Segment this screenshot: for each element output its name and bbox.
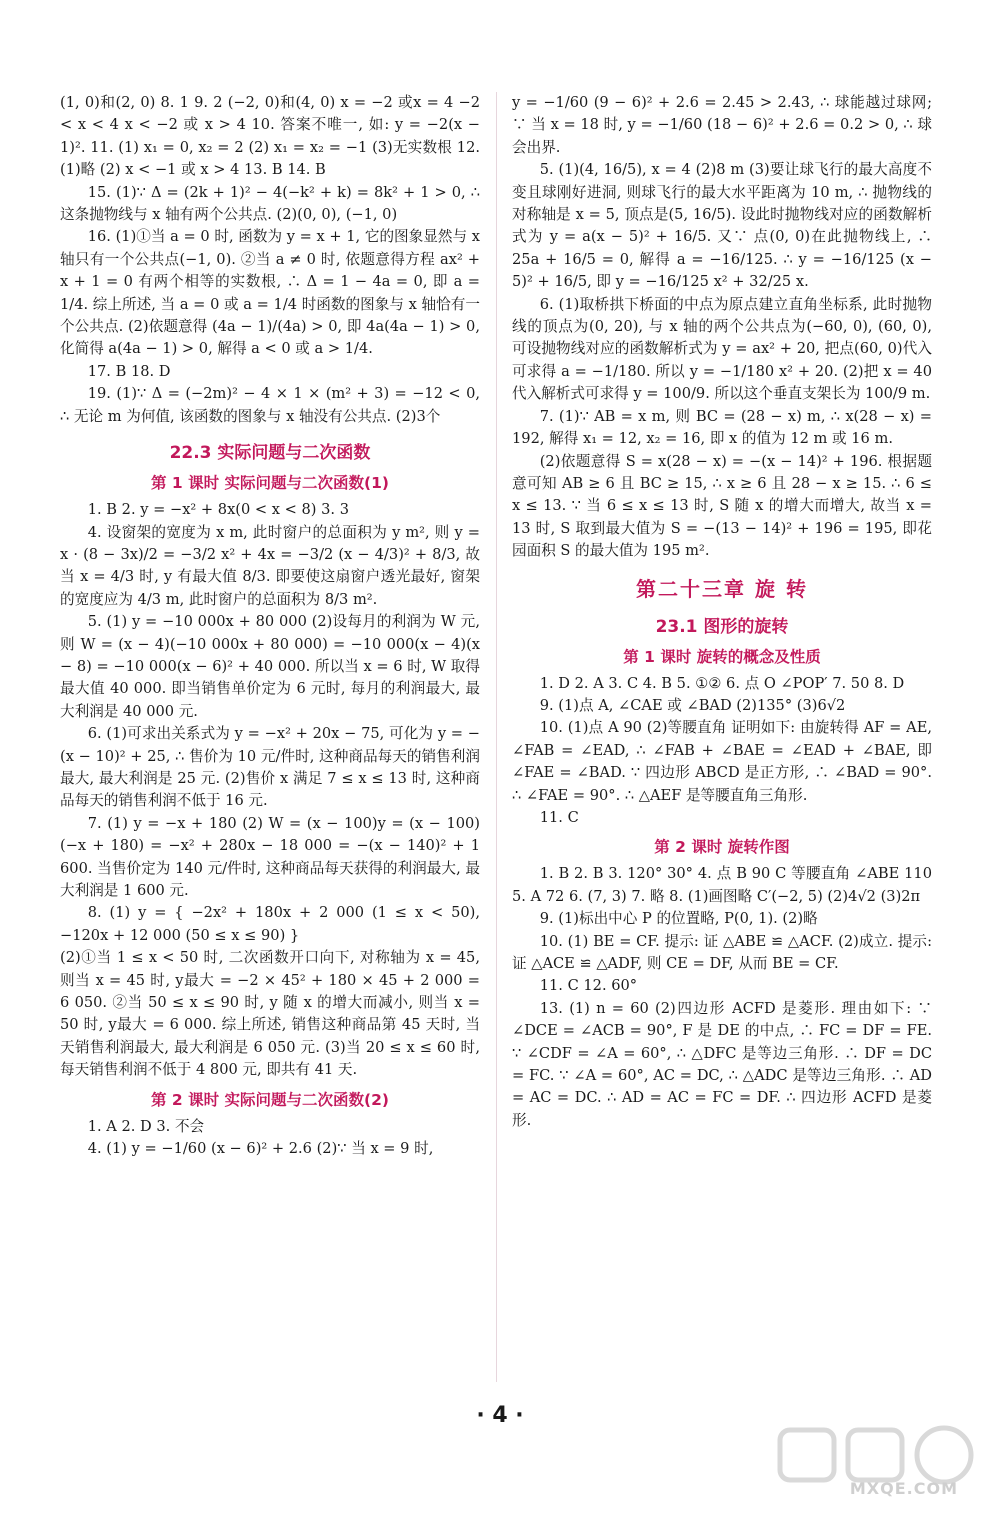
answer-paragraph: 1. D 2. A 3. C 4. B 5. ①② 6. 点 O ∠POP′ 7. 50 8. D xyxy=(539,674,905,692)
answer-paragraph: 15. (1)∵ Δ = (2k + 1)² − 4(−k² + k) = 8k² + 1 > 0, ∴ 这条抛物线与 x 轴有两个公共点. (2)(0, 0), (−1, 0) xyxy=(60,183,480,224)
lesson-heading: 第 1 课时 实际问题与二次函数(1) xyxy=(151,474,389,493)
answer-paragraph: (2)依题意得 S = x(28 − x) = −(x − 14)² + 196. 根据题意可知 AB ≥ 6 且 BC ≥ 15, ∴ x ≥ 6 且 28 − x ≥ 15. ∴ 6 ≤ x ≤ 13. ∵ 当 6 ≤ x ≤ 13 时, S 随 x 的增大而增大, 故当 x = 13 时, S 取到最大值为 S = −(13 − 14)² + 196 = 195, 即花园面积 S 的最大值为 195 m². xyxy=(512,452,932,560)
answer-paragraph: 11. C 12. 60° xyxy=(539,977,638,995)
page-number: · 4 · xyxy=(476,1403,524,1428)
answer-paragraph: 9. (1)点 A, ∠CAE 或 ∠BAD (2)135° (3)6√2 xyxy=(539,696,846,714)
left-column xyxy=(60,92,480,1160)
answer-paragraph: 19. (1)∵ Δ = (−2m)² − 4 × 1 × (m² + 3) = −12 < 0, ∴ 无论 m 为何值, 该函数的图象与 x 轴没有公共点. (2)3个 xyxy=(60,385,480,425)
answer-paragraph: y = −1/60 (9 − 6)² + 2.6 = 2.45 > 2.43, ∴ 球能越过球网; ∵ 当 x = 18 时, y = −1/60 (18 − 6)² + 2.6 = 0.2 > 0, ∴ 球会出界. xyxy=(512,94,932,156)
answer-paragraph: 17. B 18. D xyxy=(87,362,171,380)
answer-paragraph: 9. (1)标出中心 P 的位置略, P(0, 1). (2)略 xyxy=(539,910,818,928)
answer-paragraph: 1. A 2. D 3. 不会 xyxy=(87,1117,205,1135)
section-heading: 23.1 图形的旋转 xyxy=(655,616,789,637)
answer-paragraph: 7. (1)∵ AB = x m, 则 BC = (28 − x) m, ∴ x(28 − x) = 192, 解得 x₁ = 12, x₂ = 16, 即 x 的值为 12 m 或 16 m. xyxy=(512,407,932,448)
answer-paragraph: 11. C xyxy=(539,808,579,826)
answer-paragraph: 5. (1)(4, 16/5), x = 4 (2)8 m (3)要让球飞行的最大高度不变且球刚好进洞, 则球飞行的最大水平距离为 10 m, ∴ 抛物线的对称轴是 x = 5, 顶点是(5, 16/5). 设此时抛物线对应的函数解析式为 y = a(x − 5)² + 16/5. 又∵ 点(0, 0)在此抛物线上, ∴ 25a + 16/5 = 0, 解得 a = −16/125. ∴ y = −16/125 (x − 5)² + 16/5, 即 y = −16/125 x² + 32/25 x. xyxy=(512,161,932,291)
answer-paragraph: 1. B 2. B 3. 120° 30° 4. 点 B 90 C 等腰直角 ∠ABE 110 5. A 72 6. (7, 3) 7. 略 8. (1)画图略 C′(−2, 5) (2)4√2 (3)2π xyxy=(512,865,932,905)
answer-paragraph: 10. (1)点 A 90 (2)等腰直角 证明如下: 由旋转得 AF = AE, ∠FAB = ∠EAD, ∴ ∠FAB + ∠BAE = ∠EAD + ∠BAE, 即 ∠FAE = ∠BAD. ∵ 四边形 ABCD 是正方形, ∴ ∠BAD = 90°. ∴ ∠FAE = 90°. ∴ △AEF 是等腰直角三角形. xyxy=(512,719,932,804)
section-heading: 22.3 实际问题与二次函数 xyxy=(169,443,371,464)
answer-paragraph: 7. (1) y = −x + 180 (2) W = (x − 100)y = (x − 100)(−x + 180) = −x² + 280x − 18 000 = −(x − 140)² + 1 600. 当售价定为 140 元/件时, 这种商品每天获得的利润最大, 最大利润是 1 600 元. xyxy=(60,814,480,899)
column-divider xyxy=(496,92,497,1382)
watermark-url: MXQE.COM xyxy=(849,1479,958,1498)
answer-paragraph: (2)①当 1 ≤ x < 50 时, 二次函数开口向下, 对称轴为 x = 45, 则当 x = 45 时, y最大 = −2 × 45² + 180 × 45 + 2 000 = 6 050. ②当 50 ≤ x ≤ 90 时, y 随 x 的增大而减小, 则当 x = 50 时, y最大 = 6 000. 综上所述, 销售这种商品第 45 天时, 当天销售利润最大, 最大利润是 6 050 元. (3)当 20 ≤ x ≤ 60 时, 每天销售利润不低于 4 800 元, 即共有 41 天. xyxy=(60,949,480,1079)
answer-paragraph: 5. (1) y = −10 000x + 80 000 (2)设每月的利润为 W 元, 则 W = (x − 4)(−10 000x + 80 000) = −10 000(x − 4)(x − 8) = −10 000(x − 6)² + 40 000. 所以当 x = 6 时, W 取得最大值 40 000. 即当销售单价定为 6 元时, 每月的利润最大, 最大利润是 40 000 元. xyxy=(60,613,480,720)
watermark-logo xyxy=(772,1422,982,1508)
right-column xyxy=(512,92,932,1132)
lesson-heading: 第 1 课时 旋转的概念及性质 xyxy=(623,647,821,666)
answer-paragraph: 16. (1)①当 a = 0 时, 函数为 y = x + 1, 它的图象显然与 x 轴只有一个公共点(−1, 0). ②当 a ≠ 0 时, 依题意得方程 ax² + x + 1 = 0 有两个相等的实数根, ∴ Δ = 1 − 4a = 0, 即 a = 1/4. 综上所述, 当 a = 0 或 a = 1/4 时函数的图象与 x 轴恰有一个公共点. (2)依题意得 (4a − 1)/(4a) > 0, 即 4a(4a − 1) > 0, 化简得 a(4a − 1) > 0, 解得 a < 0 或 a > 1/4. xyxy=(60,228,480,358)
lesson-heading: 第 2 课时 实际问题与二次函数(2) xyxy=(151,1090,389,1109)
answer-paragraph: 6. (1)可求出关系式为 y = −x² + 20x − 75, 可化为 y = −(x − 10)² + 25, ∴ 售价为 10 元/件时, 这种商品每天的销售利润最大, 最大利润是 25 元. (2)售价 x 满足 7 ≤ x ≤ 13 时, 这种商品每天的销售利润不低于 16 元. xyxy=(60,725,480,810)
answer-paragraph: 13. (1) n = 60 (2)四边形 ACFD 是菱形. 理由如下: ∵ ∠DCE = ∠ACB = 90°, F 是 DE 的中点, ∴ FC = DF = FE. ∵ ∠CDF = ∠A = 60°, ∴ △DFC 是等边三角形. ∴ DF = DC = FC. ∵ ∠A = 60°, AC = DC, ∴ △ADC 是等边三角形. ∴ AD = AC = DC. ∴ AD = AC = FC = DF. ∴ 四边形 ACFD 是菱形. xyxy=(512,999,932,1129)
lesson-heading: 第 2 课时 旋转作图 xyxy=(654,838,790,857)
answer-paragraph: 6. (1)取桥拱下桥面的中点为原点建立直角坐标系, 此时抛物线的顶点为(0, 20), 与 x 轴的两个公共点为(−60, 0), (60, 0), 可设抛物线对应的函数解析式为 y = ax² + 20, 把点(60, 0)代入可求得 a = −1/180. 所以 y = −1/180 x² + 20. (2)把 x = 40 代入解析式可求得 y = 100/9. 所以这个垂直支架长为 100/9 m. xyxy=(512,295,932,403)
answer-paragraph: (1, 0)和(2, 0) 8. 1 9. 2 (−2, 0)和(4, 0) x = −2 或x = 4 −2 < x < 4 x < −2 或 x > 4 10. 答案不唯一, 如: y = −2(x − 1)². 11. (1) x₁ = 0, x₂ = 2 (2) x₁ = x₂ = −1 (3)无实数根 12. (1)略 (2) x < −1 或 x > 4 13. B 14. B xyxy=(60,94,480,179)
answer-paragraph: 1. B 2. y = −x² + 8x(0 < x < 8) 3. 3 xyxy=(87,501,349,519)
chapter-heading: 第二十三章 旋 转 xyxy=(636,576,808,601)
answer-paragraph: 10. (1) BE = CF. 提示: 证 △ABE ≌ △ACF. (2)成立. 提示: 证 △ACE ≌ △ADF, 则 CE = DF, 从而 BE = CF. xyxy=(512,932,932,972)
answer-paragraph: 8. (1) y = { −2x² + 180x + 2 000 (1 ≤ x < 50), −120x + 12 000 (50 ≤ x ≤ 90) } xyxy=(60,904,480,944)
answer-paragraph: 4. (1) y = −1/60 (x − 6)² + 2.6 (2)∵ 当 x = 9 时, xyxy=(87,1140,434,1158)
answer-paragraph: 4. 设窗架的宽度为 x m, 此时窗户的总面积为 y m², 则 y = x · (8 − 3x)/2 = −3/2 x² + 4x = −3/2 (x − 4/3)² + 8/3, 故当 x = 4/3 时, y 有最大值 8/3. 即要使这扇窗户透光最好, 窗架的宽度应为 4/3 m, 此时窗户的总面积为 8/3 m². xyxy=(60,523,480,608)
